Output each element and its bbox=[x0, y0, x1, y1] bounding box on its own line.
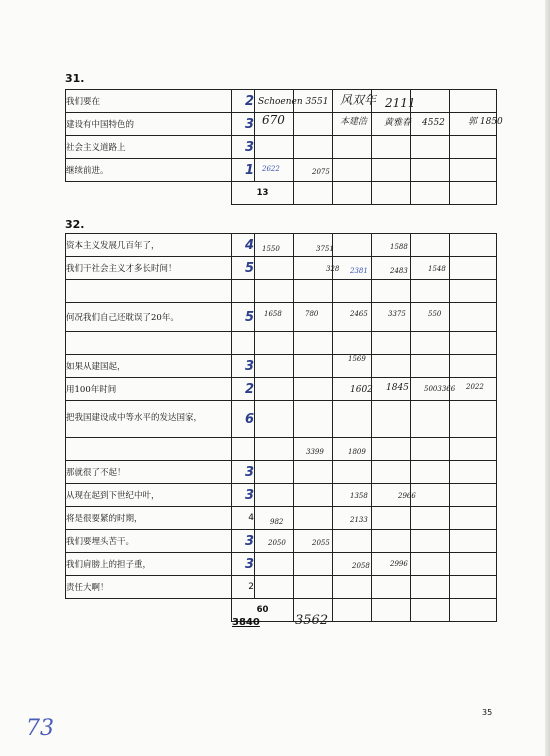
row-text: 何况我们自己还耽误了20年。 bbox=[66, 303, 232, 332]
row-count: 3 bbox=[244, 358, 254, 374]
row-count: 3 bbox=[244, 556, 254, 572]
handwritten-entry: 2966 bbox=[398, 492, 416, 500]
sum-row bbox=[66, 599, 497, 622]
page-number: 35 bbox=[482, 708, 493, 717]
table-row bbox=[66, 234, 497, 257]
row-text: 继续前进。 bbox=[66, 159, 232, 182]
row-text: 建设有中国特色的 bbox=[66, 113, 232, 136]
handwritten-entry: 1602 bbox=[350, 385, 373, 395]
handwritten-entry: 3399 bbox=[306, 448, 324, 456]
handwritten-entry: 1550 bbox=[262, 245, 280, 253]
page-edge bbox=[545, 0, 550, 756]
handwritten-entry: 2058 bbox=[352, 562, 370, 570]
table-row-empty bbox=[66, 280, 497, 303]
section-31-label: 31. bbox=[65, 72, 85, 85]
handwritten-entry: 2381 bbox=[350, 267, 368, 275]
handwritten-entry: 3751 bbox=[316, 245, 334, 253]
handwritten-entry: 2483 bbox=[390, 267, 408, 275]
table-row bbox=[66, 159, 497, 182]
handwritten-entry: 2622 bbox=[262, 165, 280, 173]
table-row bbox=[66, 136, 497, 159]
row-count: 5 bbox=[244, 260, 254, 276]
table-row bbox=[66, 484, 497, 507]
sum-row bbox=[66, 182, 497, 205]
handwritten-entry: Schoenen 3551 bbox=[258, 97, 329, 107]
handwritten-entry: 2022 bbox=[466, 383, 484, 391]
row-count: 2 bbox=[248, 582, 254, 592]
row-count: 4 bbox=[244, 237, 254, 253]
section-32-label: 32. bbox=[65, 218, 85, 231]
corner-handwritten-note: 73 bbox=[26, 716, 54, 741]
handwritten-entry: 2050 bbox=[268, 539, 286, 547]
row-count: 3 bbox=[232, 113, 255, 136]
row-count: 3 bbox=[244, 533, 254, 549]
row-text: 资本主义发展几百年了， bbox=[66, 234, 232, 257]
section-sum: 13 bbox=[232, 182, 294, 205]
row-count: 6 bbox=[244, 411, 254, 427]
row-text: 我们肩膀上的担子重， bbox=[66, 553, 232, 576]
table-row-empty bbox=[66, 438, 497, 461]
handwritten-entry: 2996 bbox=[390, 560, 408, 568]
grand-total-handwritten: 3562 bbox=[295, 613, 329, 628]
row-text: 将是很要紧的时期， bbox=[66, 507, 232, 530]
handwritten-entry: 郭 1850 bbox=[468, 117, 503, 127]
handwritten-entry: 2111 bbox=[385, 96, 416, 110]
row-text: 从现在起到下世纪中叶， bbox=[66, 484, 232, 507]
row-count: 3 bbox=[244, 487, 254, 503]
handwritten-entry: 2055 bbox=[312, 539, 330, 547]
handwritten-entry: 1845 bbox=[386, 383, 409, 393]
handwritten-entry: 2133 bbox=[350, 516, 368, 524]
row-text: 我们要埋头苦干。 bbox=[66, 530, 232, 553]
handwritten-entry: 670 bbox=[262, 113, 285, 127]
row-text: 我们干社会主义才多长时间！ bbox=[66, 257, 232, 280]
row-text: 那就很了不起！ bbox=[66, 461, 232, 484]
handwritten-entry: 328 bbox=[326, 265, 340, 273]
handwritten-entry: 风双年 bbox=[340, 93, 377, 107]
table-row bbox=[66, 553, 497, 576]
handwritten-entry: 550 bbox=[428, 310, 442, 318]
handwritten-entry: 3375 bbox=[388, 310, 406, 318]
row-count: 2 bbox=[244, 381, 254, 397]
row-text: 用100年时间 bbox=[66, 378, 232, 401]
handwritten-entry: 本建浩 bbox=[340, 117, 368, 127]
row-text: 如果从建国起， bbox=[66, 355, 232, 378]
handwritten-entry: 1548 bbox=[428, 265, 446, 273]
handwritten-entry: 780 bbox=[305, 310, 319, 318]
handwritten-entry: 982 bbox=[270, 518, 284, 526]
row-count: 5 bbox=[244, 309, 254, 325]
row-count: 3 bbox=[232, 136, 255, 159]
handwritten-entry: 1588 bbox=[390, 243, 408, 251]
handwritten-entry: 黄雅春 bbox=[384, 118, 412, 128]
handwritten-entry: 1569 bbox=[348, 355, 366, 363]
table-row bbox=[66, 355, 497, 378]
row-text: 责任大啊！ bbox=[66, 576, 232, 599]
table-row-empty bbox=[66, 332, 497, 355]
handwritten-entry: 1358 bbox=[350, 492, 368, 500]
row-text: 我们要在 bbox=[66, 90, 232, 113]
row-text: 社会主义道路上 bbox=[66, 136, 232, 159]
handwritten-entry: 2465 bbox=[350, 310, 368, 318]
handwritten-entry: 1809 bbox=[348, 448, 366, 456]
grand-total-printed: 3840 bbox=[232, 617, 260, 628]
row-count: 4 bbox=[248, 513, 254, 523]
table-row bbox=[66, 461, 497, 484]
table-row bbox=[66, 576, 497, 599]
row-count: 1 bbox=[232, 159, 255, 182]
handwritten-entry: 2075 bbox=[312, 168, 330, 176]
table-row bbox=[66, 401, 497, 438]
row-count: 2 bbox=[232, 90, 255, 113]
row-count: 3 bbox=[244, 464, 254, 480]
handwritten-entry: 1658 bbox=[264, 310, 282, 318]
section-32-table bbox=[65, 233, 497, 622]
section-sum: 60 bbox=[232, 599, 294, 622]
handwritten-entry: 4552 bbox=[422, 118, 445, 128]
handwritten-entry: 5003366 bbox=[424, 385, 456, 393]
row-text: 把我国建设成中等水平的发达国家， bbox=[66, 401, 232, 438]
